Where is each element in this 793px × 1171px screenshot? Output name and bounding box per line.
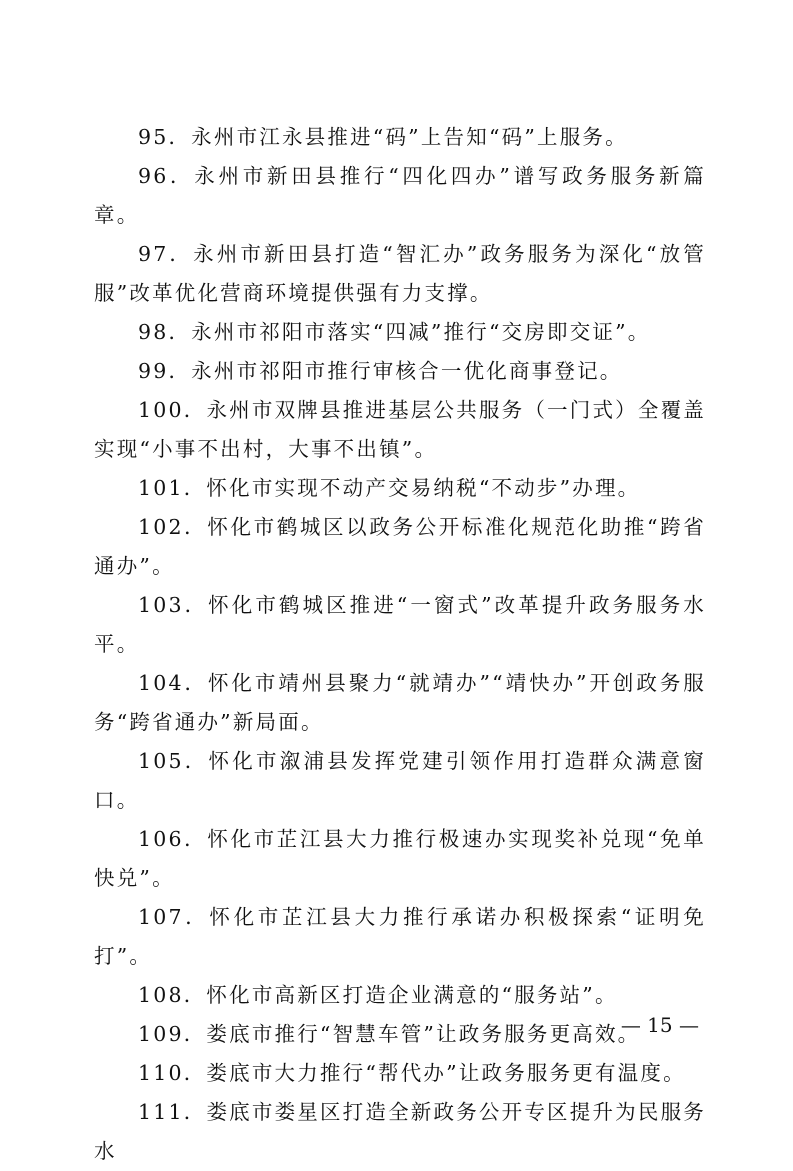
paragraph-108: 108．怀化市高新区打造企业满意的“服务站”。 <box>138 983 618 1007</box>
paragraph-96: 96．永州市新田县推行“四化四办”谱写政务服务新篇章。 <box>94 164 706 227</box>
paragraph-107: 107．怀化市芷江县大力推行承诺办积极探索“证明免打”。 <box>94 905 706 968</box>
paragraph-106: 106．怀化市芷江县大力推行极速办实现奖补兑现“免单快兑”。 <box>94 827 706 890</box>
paragraph-95: 95．永州市江永县推进“码”上告知“码”上服务。 <box>138 125 628 149</box>
paragraph-111: 111．娄底市娄星区打造全新政务公开专区提升为民服务水 <box>94 1100 706 1163</box>
paragraph-105: 105．怀化市溆浦县发挥党建引领作用打造群众满意窗口。 <box>94 749 706 812</box>
paragraph-99: 99．永州市祁阳市推行审核合一优化商事登记。 <box>138 359 623 383</box>
paragraph-110: 110．娄底市大力推行“帮代办”让政务服务更有温度。 <box>138 1061 686 1085</box>
paragraph-104: 104．怀化市靖州县聚力“就靖办”“靖快办”开创政务服务“跨省通办”新局面。 <box>94 671 706 734</box>
paragraph-102: 102．怀化市鹤城区以政务公开标准化规范化助推“跨省通办”。 <box>94 515 706 578</box>
paragraph-97: 97．永州市新田县打造“智汇办”政务服务为深化“放管服”改革优化营商环境提供强有力支撑。 <box>94 242 706 305</box>
paragraph-103: 103．怀化市鹤城区推进“一窗式”改革提升政务服务水平。 <box>94 593 706 656</box>
document-body <box>94 118 706 1171</box>
paragraph-109: 109．娄底市推行“智慧车管”让政务服务更高效。 <box>138 1022 641 1046</box>
paragraph-100: 100．永州市双牌县推进基层公共服务（一门式）全覆盖实现“小事不出村，大事不出镇”。 <box>94 398 706 461</box>
paragraph-101: 101．怀化市实现不动产交易纳税“不动步”办理。 <box>138 476 641 500</box>
paragraph-98: 98．永州市祁阳市落实“四减”推行“交房即交证”。 <box>138 320 651 344</box>
page-number: — 15 — <box>620 1013 699 1037</box>
